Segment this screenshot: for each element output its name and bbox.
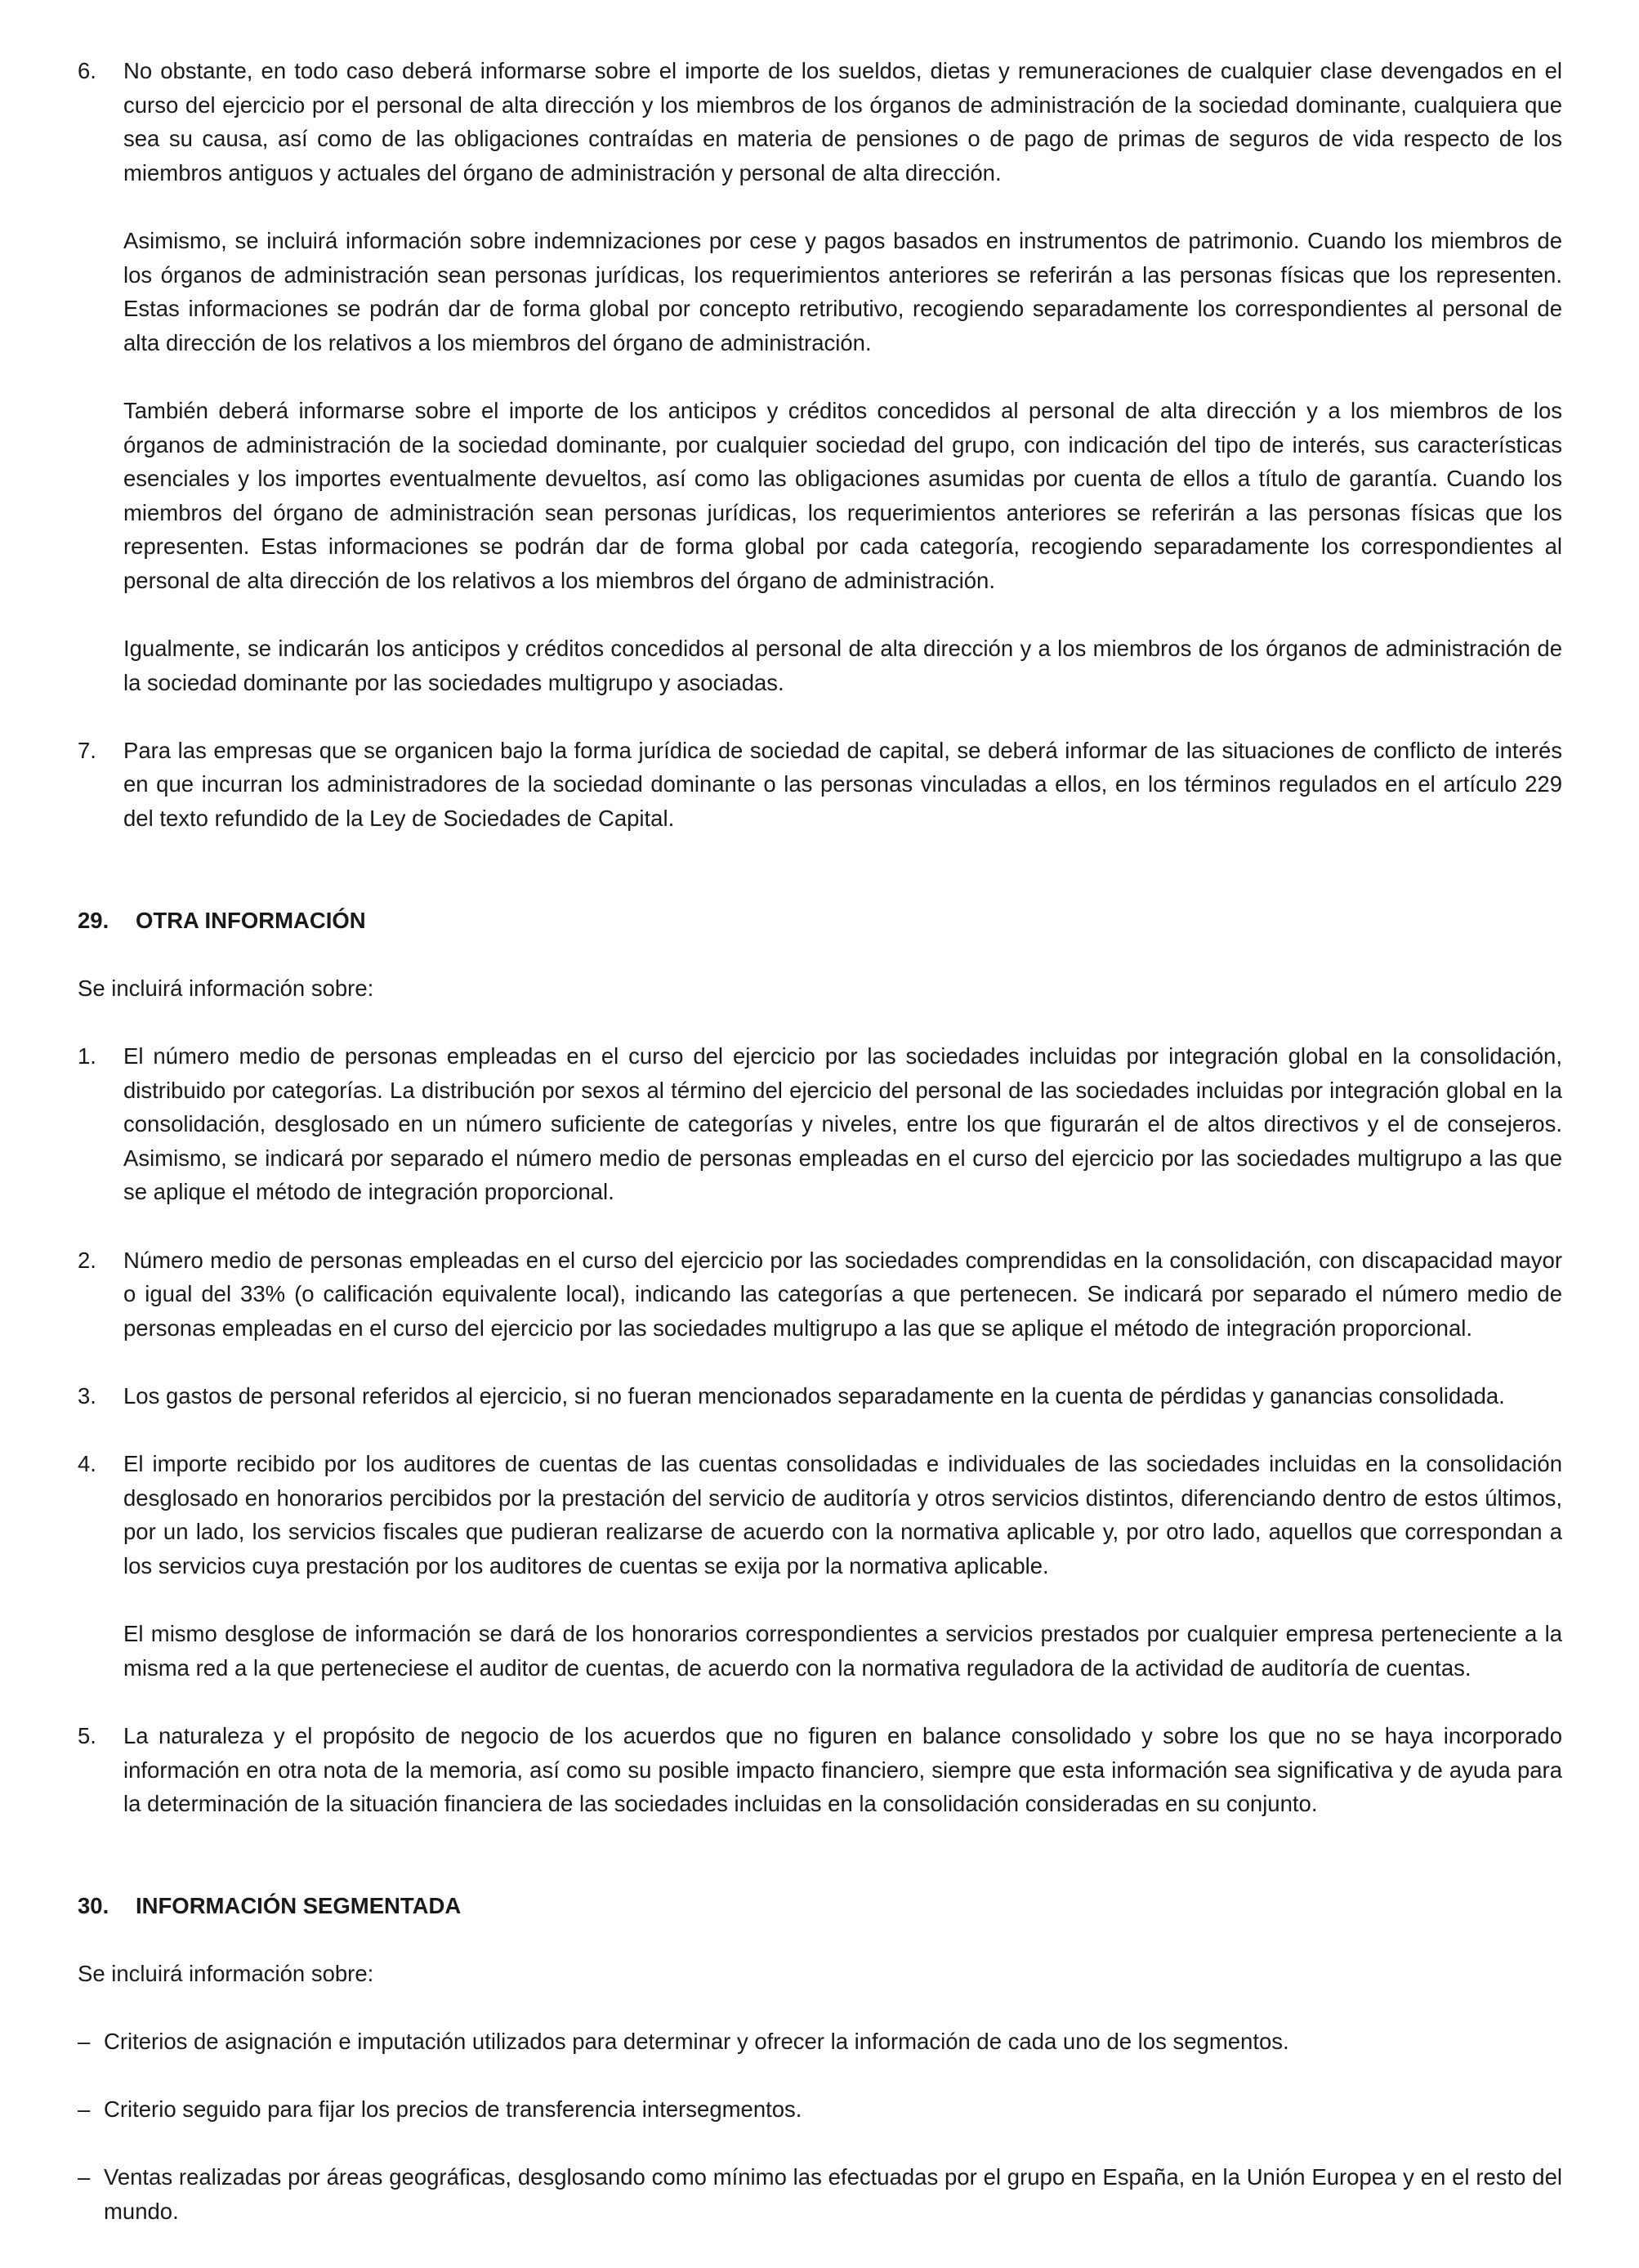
bullet-dash: –: [78, 2164, 91, 2190]
list-item-1: [78, 1039, 1562, 1209]
bullet-dash: –: [78, 2096, 91, 2123]
section-number: 30.: [78, 1892, 109, 1918]
bullet-text: Criterios de asignación e imputación utilizados para determinar y ofrecer la información de cada uno de los segmentos.: [104, 2029, 1289, 2055]
section-heading-29: [78, 904, 1562, 938]
list-item-2: [78, 1243, 1562, 1346]
section-title: INFORMACIÓN SEGMENTADA: [136, 1892, 462, 1918]
item-number: 3.: [78, 1382, 96, 1409]
section-heading-30: [78, 1889, 1562, 1923]
paragraph: Número medio de personas empleadas en el curso del ejercicio por las sociedades comprendidas en la consolidación, con discapacidad mayor o igual del 33% (o calificación equivalente local), indicando las categorías a que pertenecen. Se indicará por separado el número medio de personas empleadas en el curso del ejercicio por las sociedades multigrupo a las que se aplique el método de integración proporcional.: [123, 1247, 1562, 1341]
paragraph: Para las empresas que se organicen bajo la forma jurídica de sociedad de capital, se deberá informar de las situaciones de conflicto de interés en que incurran los administradores de la sociedad dominante o las personas vinculadas a ellos, en los términos regulados en el artículo 229 del texto refundido de la Ley de Sociedades de Capital.: [123, 737, 1562, 832]
paragraph: La naturaleza y el propósito de negocio de los acuerdos que no figuren en balance consolidado y sobre los que no se haya incorporado información en otra nota de la memoria, así como su posible impacto financiero, siempre que esta información sea significativa y de ayuda para la determinación de la situación financiera de las sociedades incluidas en la consolidación consideradas en su conjunto.: [123, 1722, 1562, 1817]
section-title: OTRA INFORMACIÓN: [136, 907, 366, 933]
bullet-item: [78, 2160, 1562, 2228]
item-number: 5.: [78, 1722, 96, 1748]
list-item-6: [78, 54, 1562, 699]
item-body: [123, 1719, 1562, 1821]
section-intro: Se incluirá información sobre:: [78, 975, 374, 1001]
document-page: [78, 54, 1562, 2229]
bullet-dash: –: [78, 2029, 91, 2055]
list-item-5: [78, 1719, 1562, 1821]
bullet-item: [78, 2025, 1562, 2059]
bullet-text: Criterio seguido para fijar los precios de transferencia intersegmentos.: [104, 2096, 802, 2123]
paragraph: Los gastos de personal referidos al ejercicio, si no fueran mencionados separadamente en la cuenta de pérdidas y ganancias consolidada.: [123, 1382, 1505, 1409]
paragraph: Asimismo, se incluirá información sobre indemnizaciones por cese y pagos basados en instrumentos de patrimonio. Cuando los miembros de los órganos de administración sean personas jurídicas, los requerimientos anteriores se referirán a las personas físicas que los representen. Estas informaciones se podrán dar de forma global por concepto retributivo, recogiendo separadamente los correspondientes al personal de alta dirección de los relativos a los miembros del órgano de administración.: [123, 227, 1562, 355]
item-number: 7.: [78, 737, 96, 763]
list-item-4: [78, 1447, 1562, 1685]
paragraph: Igualmente, se indicarán los anticipos y créditos concedidos al personal de alta dirección y a los miembros de los órganos de administración de la sociedad dominante por las sociedades multigrupo y asociadas.: [123, 636, 1562, 695]
list-item-3: [78, 1379, 1562, 1413]
item-number: 6.: [78, 58, 96, 83]
item-number: 2.: [78, 1247, 96, 1273]
paragraph: El importe recibido por los auditores de cuentas de las cuentas consolidadas e individuales de las sociedades incluidas en la consolidación desglosado en honorarios percibidos por la prestación del servicio de auditoría y otros servicios distintos, diferenciando dentro de estos últimos, por un lado, los servicios fiscales que pudieran realizarse de acuerdo con la normativa aplicable y, por otro lado, aquellos que correspondan a los servicios cuya prestación por los auditores de cuentas se exija por la normativa aplicable.: [123, 1451, 1562, 1578]
item-body: [123, 1447, 1562, 1685]
bullet-item: [78, 2092, 1562, 2127]
item-body: [123, 734, 1562, 836]
paragraph: No obstante, en todo caso deberá informarse sobre el importe de los sueldos, dietas y remuneraciones de cualquier clase devengados en el curso del ejercicio por el personal de alta dirección y los miembros de los órganos de administración de la sociedad dominante, cualquiera que sea su causa, así como de las obligaciones contraídas en materia de pensiones o de pago de primas de seguros de vida respecto de los miembros antiguos y actuales del órgano de administración y personal de alta dirección.: [123, 58, 1562, 185]
section-number: 29.: [78, 907, 109, 933]
item-number: 4.: [78, 1451, 96, 1477]
item-body: [123, 1243, 1562, 1346]
item-body: [123, 1379, 1562, 1413]
section-intro: Se incluirá información sobre:: [78, 1960, 374, 1986]
item-body: [123, 54, 1562, 699]
paragraph: El mismo desglose de información se dará de los honorarios correspondientes a servicios prestados por cualquier empresa perteneciente a la misma red a la que perteneciese el auditor de cuentas, de acuerdo con la normativa reguladora de la actividad de auditoría de cuentas.: [123, 1621, 1562, 1681]
paragraph: También deberá informarse sobre el importe de los anticipos y créditos concedidos al personal de alta dirección y a los miembros de los órganos de administración de la sociedad dominante, por cualquier sociedad del grupo, con indicación del tipo de interés, sus características esenciales y los importes eventualmente devueltos, así como las obligaciones asumidas por cuenta de ellos a título de garantía. Cuando los miembros del órgano de administración sean personas jurídicas, los requerimientos anteriores se referirán a las personas físicas que los representen. Estas informaciones se podrán dar de forma global por cada categoría, recogiendo separadamente los correspondientes al personal de alta dirección de los relativos a los miembros del órgano de administración.: [123, 397, 1562, 593]
item-number: 1.: [78, 1043, 96, 1069]
list-item-7: [78, 734, 1562, 836]
paragraph: El número medio de personas empleadas en el curso del ejercicio por las sociedades incluidas por integración global en la consolidación, distribuido por categorías. La distribución por sexos al término del ejercicio del personal de las sociedades incluidas por integración global en la consolidación, desglosado en un número suficiente de categorías y niveles, entre los que figurarán el de altos directivos y el de consejeros. Asimismo, se indicará por separado el número medio de personas empleadas en el curso del ejercicio por las sociedades multigrupo a las que se aplique el método de integración proporcional.: [123, 1043, 1562, 1205]
bullet-text: Ventas realizadas por áreas geográficas, desglosando como mínimo las efectuadas por el grupo en España, en la Unión Europea y en el resto del mundo.: [104, 2164, 1562, 2225]
item-body: [123, 1039, 1562, 1209]
